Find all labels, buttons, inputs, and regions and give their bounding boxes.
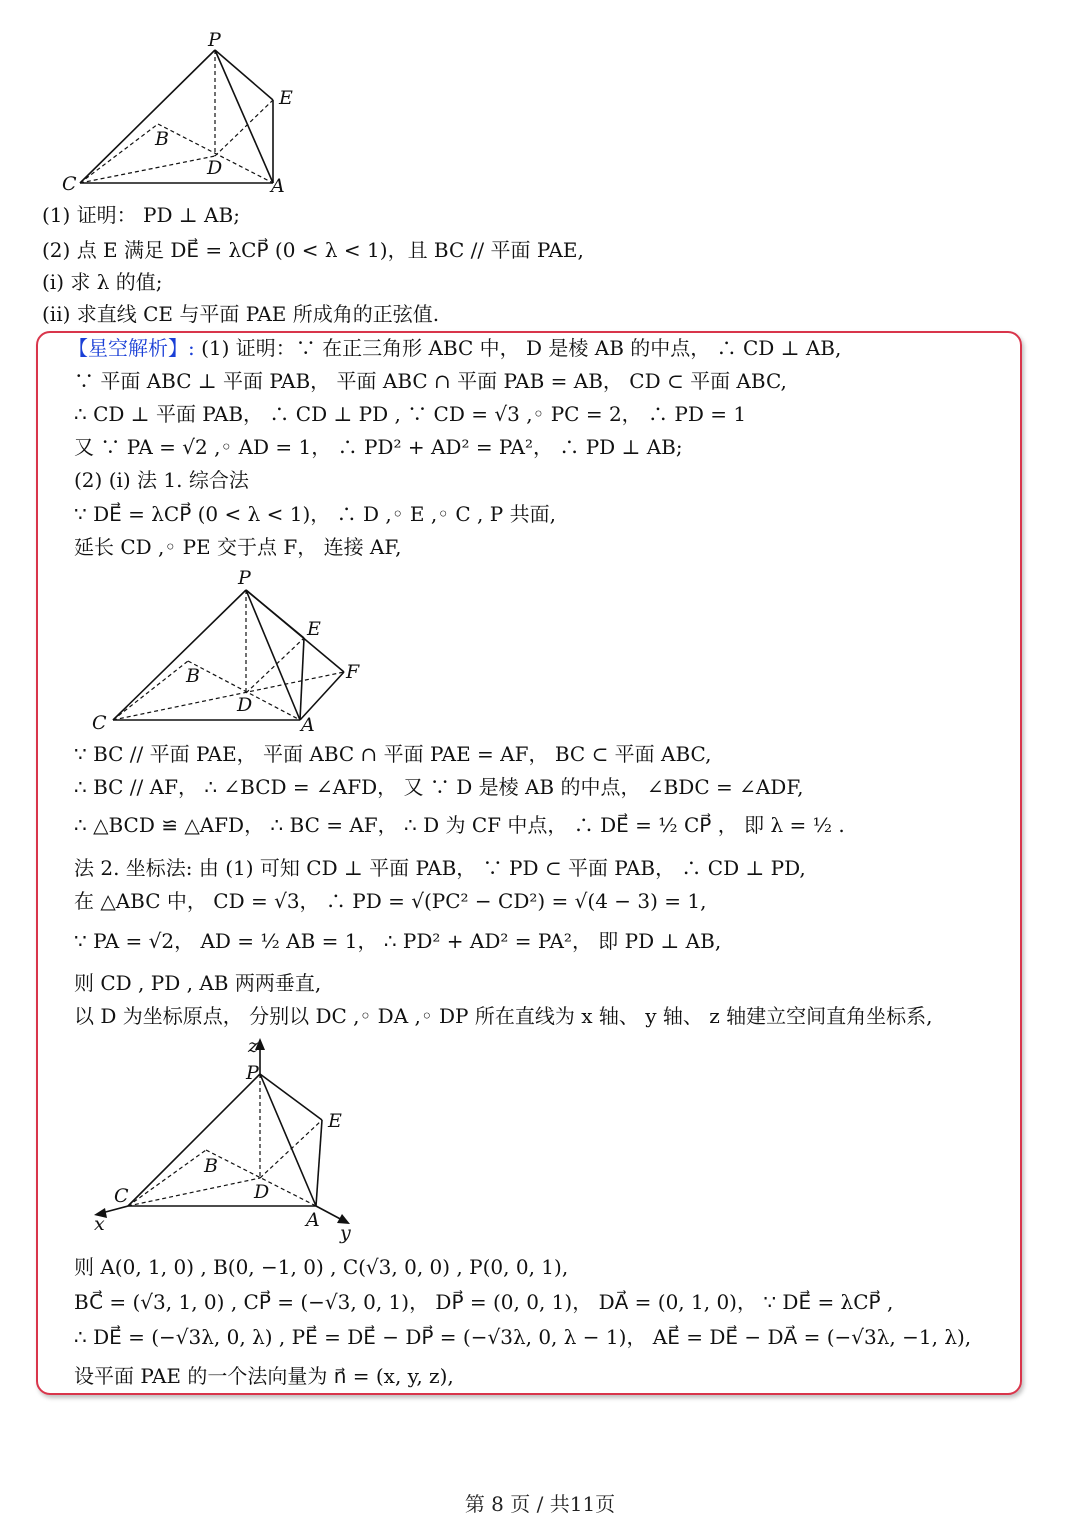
axis-y: y (340, 1222, 351, 1244)
axis-x: x (94, 1213, 105, 1235)
axis-z: z (248, 1035, 259, 1057)
solution-line-16: 则 A(0, 1, 0) , B(0, −1, 0) , C(√3, 0, 0) , P(0, 0, 1), (74, 1255, 569, 1279)
pyramid-figure-1 (55, 28, 315, 200)
solution-line-19: 设平面 PAE 的一个法向量为 n⃗ = (x, y, z), (74, 1364, 454, 1388)
label-A: A (271, 175, 285, 197)
page-footer: 第 8 页 / 共11页 (464, 1492, 616, 1516)
solution-text-1: (1) 证明：∵ 在正三角形 ABC 中， D 是棱 AB 的中点， ∴ CD ⊥ AB, (201, 336, 842, 360)
label-E: E (279, 87, 293, 109)
label-D: D (254, 1181, 270, 1203)
label-A: A (301, 714, 315, 736)
solution-line-3: ∴ CD ⊥ 平面 PAB， ∴ CD ⊥ PD , ∵ CD = √3 ,◦ PC = 2， ∴ PD = 1 (74, 402, 747, 426)
solution-line-17: BC⃗ = (√3, 1, 0) , CP⃗ = (−√3, 0, 1)， DP⃗ = (0, 0, 1)， DA⃗ = (0, 1, 0)， ∵ DE⃗ = λCP⃗ , (74, 1290, 894, 1314)
label-C: C (62, 173, 77, 195)
label-P: P (246, 1062, 259, 1084)
label-E: E (307, 618, 321, 640)
label-C: C (92, 712, 107, 734)
solution-line-14: 则 CD , PD , AB 两两垂直, (74, 971, 322, 995)
solution-line-6: ∵ DE⃗ = λCP⃗ (0 < λ < 1)， ∴ D ,◦ E ,◦ C , P 共面, (74, 502, 556, 526)
problem-part2-ii: (ii) 求直线 CE 与平面 PAE 所成角的正弦值. (42, 302, 440, 326)
problem-part2: (2) 点 E 满足 DE⃗ = λCP⃗ (0 < λ < 1)，且 BC // 平面 PAE, (42, 238, 584, 262)
label-P: P (208, 29, 221, 51)
label-B: B (155, 128, 169, 150)
label-B: B (204, 1155, 218, 1177)
solution-line-9: ∴ BC // AF， ∴ ∠BCD = ∠AFD， 又 ∵ D 是棱 AB 的中点， ∠BDC = ∠ADF, (74, 775, 804, 799)
solution-line-2: ∵ 平面 ABC ⊥ 平面 PAB， 平面 ABC ∩ 平面 PAB = AB， CD ⊂ 平面 ABC, (74, 369, 787, 393)
solution-line-7: 延长 CD ,◦ PE 交于点 F， 连接 AF, (74, 535, 402, 559)
label-P: P (238, 567, 251, 589)
label-A: A (306, 1209, 320, 1231)
solution-line-12: 在 △ABC 中， CD = √3， ∴ PD = √(PC² − CD²) = √(4 − 3) = 1, (74, 889, 707, 913)
solution-line-10: ∴ △BCD ≌ △AFD， ∴ BC = AF， ∴ D 为 CF 中点， ∴ DE⃗ = ½ CP⃗ ， 即 λ = ½ . (74, 813, 845, 837)
solution-line-5: (2) (i) 法 1. 综合法 (74, 468, 249, 492)
label-B: B (186, 665, 200, 687)
pyramid-figure-2 (88, 566, 378, 738)
solution-line-4: 又 ∵ PA = √2 ,◦ AD = 1， ∴ PD² + AD² = PA²， ∴ PD ⊥ AB; (74, 435, 683, 459)
label-D: D (207, 157, 223, 179)
solution-line-11: 法 2. 坐标法: 由 (1) 可知 CD ⊥ 平面 PAB， ∵ PD ⊂ 平面 PAB， ∴ CD ⊥ PD, (74, 856, 806, 880)
problem-part2-i: (i) 求 λ 的值; (42, 270, 163, 294)
label-F: F (346, 661, 360, 683)
problem-part1: (1) 证明： PD ⊥ AB; (42, 203, 240, 227)
solution-line-15: 以 D 为坐标原点， 分别以 DC ,◦ DA ,◦ DP 所在直线为 x 轴、 y 轴、 z 轴建立空间直角坐标系, (74, 1004, 933, 1028)
label-D: D (237, 694, 253, 716)
solution-line-8: ∵ BC // 平面 PAE， 平面 ABC ∩ 平面 PAE = AF， BC ⊂ 平面 ABC, (74, 742, 712, 766)
solution-line-1 (68, 333, 841, 363)
coordinate-figure-3 (88, 1032, 368, 1244)
solution-line-13: ∵ PA = √2， AD = ½ AB = 1， ∴ PD² + AD² = PA²， 即 PD ⊥ AB, (74, 929, 722, 953)
solution-tag: 【星空解析】: (68, 336, 195, 360)
solution-line-18: ∴ DE⃗ = (−√3λ, 0, λ) , PE⃗ = DE⃗ − DP⃗ = (−√3λ, 0, λ − 1)， AE⃗ = DE⃗ − DA⃗ = (−√3λ, −1, λ), (74, 1325, 972, 1349)
label-C: C (114, 1185, 129, 1207)
label-E: E (328, 1110, 342, 1132)
